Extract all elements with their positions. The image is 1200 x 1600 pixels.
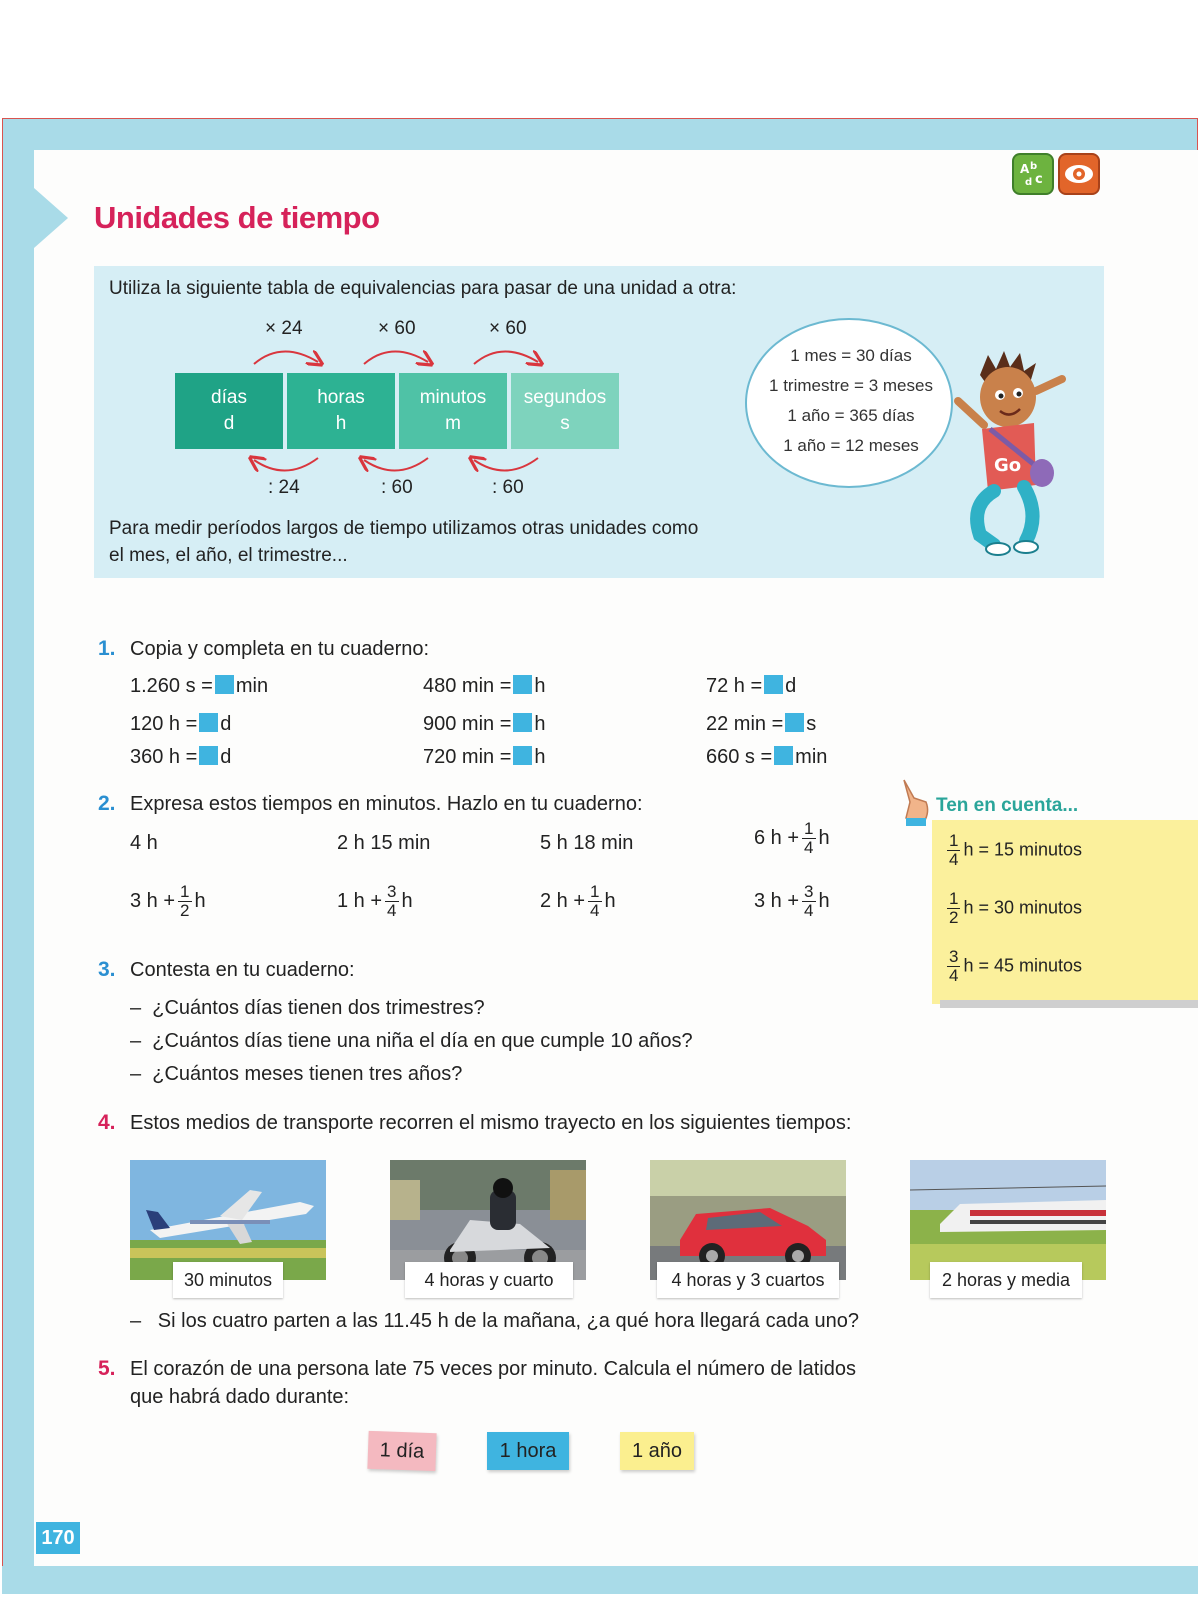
ex2-item — [754, 883, 830, 920]
ex1-item — [423, 713, 546, 736]
exercise-5-line1: El corazón de una persona late 75 veces por minuto. Calcula el número de latidos — [130, 1358, 856, 1380]
tip-note-title: Ten en cuenta... — [936, 795, 1079, 816]
exercise-2-number: 2. — [98, 792, 116, 815]
exercise-2-prompt: Expresa estos tiempos en minutos. Hazlo en tu cuaderno: — [130, 793, 643, 815]
ex1-left: 120 h = — [130, 713, 198, 735]
ex1-unit: h — [534, 675, 546, 697]
fraction-denominator: 4 — [804, 901, 814, 920]
abc-icon — [1012, 153, 1054, 195]
ex1-item — [706, 746, 827, 769]
tag-one-day: 1 día — [367, 1431, 436, 1471]
info-outro-line1: Para medir períodos largos de tiempo utilizamos otras unidades como — [109, 518, 699, 539]
unit-abbr: h — [335, 413, 347, 434]
ex2-unit: h — [401, 889, 413, 912]
page-title: Unidades de tiempo — [94, 200, 380, 235]
ex4-question — [130, 1310, 859, 1333]
caption-car: 4 horas y 3 cuartos — [657, 1262, 839, 1298]
fraction-denominator: 4 — [387, 901, 397, 920]
ex4-question-text: Si los cuatro parten a las 11.45 h de la mañana, ¿a qué hora llegará cada uno? — [157, 1310, 860, 1332]
tag-one-year: 1 año — [620, 1432, 694, 1470]
tag-one-hour: 1 hora — [487, 1432, 569, 1470]
svg-text:A: A — [1020, 162, 1030, 176]
exercise-5-number: 5. — [98, 1357, 116, 1380]
fraction — [178, 883, 191, 920]
ex2-unit: h — [604, 889, 616, 912]
unit-name: días — [211, 387, 247, 408]
divide-arrow — [254, 458, 318, 471]
page-number: 170 — [36, 1522, 80, 1554]
fraction-numerator: 1 — [949, 831, 959, 850]
exercise-5-line2: que habrá dado durante: — [130, 1386, 350, 1408]
multiply-arrow — [474, 351, 538, 364]
ex3-question — [130, 1030, 693, 1053]
answer-blank — [764, 675, 783, 694]
svg-text:Go: Go — [994, 455, 1022, 476]
ex1-left: 660 s = — [706, 746, 773, 768]
fraction-denominator: 4 — [949, 850, 959, 869]
ex1-unit: s — [806, 713, 817, 735]
ex2-item — [337, 883, 413, 920]
ex2-item — [754, 820, 830, 857]
divide-factor: : 60 — [381, 477, 413, 498]
multiply-arrows — [240, 340, 580, 370]
exercise-4-number: 4. — [98, 1111, 116, 1134]
unit-abbr: s — [560, 413, 570, 434]
caption-airplane: 30 minutos — [173, 1262, 283, 1298]
ex1-left: 22 min = — [706, 713, 784, 735]
fraction-numerator: 1 — [180, 882, 190, 901]
fraction-denominator: 4 — [804, 838, 814, 857]
ex2-whole: 3 h + — [130, 889, 176, 912]
multiply-factor: × 60 — [378, 318, 416, 339]
tip-text: h = 45 minutos — [963, 955, 1083, 976]
list-dash: – — [130, 1310, 142, 1332]
child-character-illustration — [950, 345, 1070, 570]
fraction — [802, 820, 815, 857]
ex2-item: 5 h 18 min — [540, 832, 634, 854]
svg-text:c: c — [1035, 172, 1043, 187]
unit-box-hours — [287, 373, 395, 449]
answer-blank — [215, 675, 234, 694]
caption-motorcycle: 4 horas y cuarto — [405, 1262, 573, 1298]
info-intro: Utiliza la siguiente tabla de equivalencias para pasar de una unidad a otra: — [109, 278, 737, 299]
list-dash: – — [130, 997, 142, 1019]
ex1-item — [130, 746, 231, 769]
fraction-numerator: 1 — [590, 882, 600, 901]
ex2-item: 4 h — [130, 832, 158, 854]
tip-line — [944, 890, 1082, 927]
ex1-left: 72 h = — [706, 675, 763, 697]
ex1-unit: d — [785, 675, 797, 697]
ex1-item — [423, 746, 546, 769]
fraction-numerator: 3 — [804, 882, 814, 901]
divide-arrow — [364, 458, 428, 471]
ex2-item — [540, 883, 616, 920]
ex1-unit: d — [220, 713, 232, 735]
fraction-numerator: 3 — [387, 882, 397, 901]
unit-box-minutes — [399, 373, 507, 449]
divide-factor: : 24 — [268, 477, 300, 498]
unit-abbr: m — [445, 413, 461, 434]
fraction-numerator: 3 — [949, 947, 959, 966]
title-arrow-tab — [34, 188, 68, 248]
ex1-item — [130, 713, 231, 736]
answer-blank — [199, 713, 218, 732]
divide-factor: : 60 — [492, 477, 524, 498]
fraction — [588, 883, 601, 920]
ex3-question-text: ¿Cuántos días tienen dos trimestres? — [152, 997, 485, 1019]
unit-name: minutos — [419, 387, 487, 408]
answer-blank — [513, 746, 532, 765]
ex1-left: 900 min = — [423, 713, 512, 735]
ex2-whole: 6 h + — [754, 826, 800, 849]
pointing-hand-icon — [898, 778, 932, 828]
ex1-unit: h — [534, 746, 546, 768]
ex3-question-text: ¿Cuántos meses tienen tres años? — [152, 1063, 463, 1085]
multiply-factor: × 60 — [489, 318, 527, 339]
tip-note-shadow — [940, 1000, 1198, 1008]
fraction — [802, 883, 815, 920]
multiply-arrow — [254, 351, 318, 364]
ex1-left: 720 min = — [423, 746, 512, 768]
multiply-arrow — [364, 351, 428, 364]
ex1-item — [130, 675, 268, 698]
speech-bubble — [745, 318, 953, 488]
ex1-unit: d — [220, 746, 232, 768]
tip-line — [944, 832, 1082, 869]
exercise-1-prompt: Copia y completa en tu cuaderno: — [130, 638, 430, 660]
fraction — [947, 890, 960, 927]
eye-icon — [1058, 153, 1100, 195]
answer-blank — [513, 675, 532, 694]
list-dash: – — [130, 1063, 142, 1085]
ex1-left: 1.260 s = — [130, 675, 213, 697]
ex2-unit: h — [818, 826, 830, 849]
ex3-question — [130, 997, 485, 1020]
ex2-item: 2 h 15 min — [337, 832, 431, 854]
ex3-question — [130, 1063, 462, 1086]
ex2-whole: 2 h + — [540, 889, 586, 912]
unit-abbr: d — [223, 413, 235, 434]
fraction-numerator: 1 — [949, 889, 959, 908]
svg-text:d: d — [1025, 177, 1033, 188]
ex3-question-text: ¿Cuántos días tiene una niña el día en que cumple 10 años? — [152, 1030, 693, 1052]
unit-name: segundos — [523, 387, 607, 408]
ex1-left: 480 min = — [423, 675, 512, 697]
answer-blank — [774, 746, 793, 765]
exercise-3-prompt: Contesta en tu cuaderno: — [130, 959, 355, 981]
ex2-unit: h — [194, 889, 206, 912]
fraction-denominator: 2 — [180, 901, 190, 920]
divide-arrow — [474, 458, 538, 471]
caption-train: 2 horas y media — [930, 1262, 1082, 1298]
svg-text:b: b — [1030, 161, 1038, 172]
fraction-numerator: 1 — [804, 819, 814, 838]
answer-blank — [513, 713, 532, 732]
tip-line — [944, 948, 1082, 985]
answer-blank — [785, 713, 804, 732]
fraction-denominator: 2 — [949, 908, 959, 927]
exercise-4-prompt: Estos medios de transporte recorren el mismo trayecto en los siguientes tiempos: — [130, 1112, 852, 1134]
tip-text: h = 30 minutos — [963, 897, 1083, 918]
fraction-denominator: 4 — [949, 966, 959, 985]
ex2-whole: 3 h + — [754, 889, 800, 912]
bubble-line: 1 año = 365 días — [787, 406, 915, 425]
bubble-line: 1 mes = 30 días — [790, 346, 912, 365]
list-dash: – — [130, 1030, 142, 1052]
fraction — [947, 832, 960, 869]
fraction-denominator: 4 — [590, 901, 600, 920]
exercise-1-number: 1. — [98, 637, 116, 660]
unit-name: horas — [317, 387, 365, 408]
multiply-factor: × 24 — [265, 318, 303, 339]
ex2-item — [130, 883, 206, 920]
ex1-item — [423, 675, 546, 698]
ex1-item — [706, 713, 816, 736]
info-outro-line2: el mes, el año, el trimestre... — [109, 545, 348, 566]
fraction — [947, 948, 960, 985]
ex2-unit: h — [818, 889, 830, 912]
bubble-line: 1 trimestre = 3 meses — [769, 376, 933, 395]
exercise-3-number: 3. — [98, 958, 116, 981]
unit-box-days — [175, 373, 283, 449]
ex2-whole: 1 h + — [337, 889, 383, 912]
ex1-unit: min — [795, 746, 828, 768]
fraction — [385, 883, 398, 920]
ex1-item — [706, 675, 796, 698]
ex1-unit: min — [235, 675, 269, 697]
bubble-line: 1 año = 12 meses — [783, 436, 919, 455]
unit-box-seconds — [511, 373, 619, 449]
answer-blank — [199, 746, 218, 765]
ex1-unit: h — [534, 713, 546, 735]
bottom-band — [2, 1566, 1198, 1594]
tip-text: h = 15 minutos — [963, 839, 1083, 860]
ex1-left: 360 h = — [130, 746, 198, 768]
